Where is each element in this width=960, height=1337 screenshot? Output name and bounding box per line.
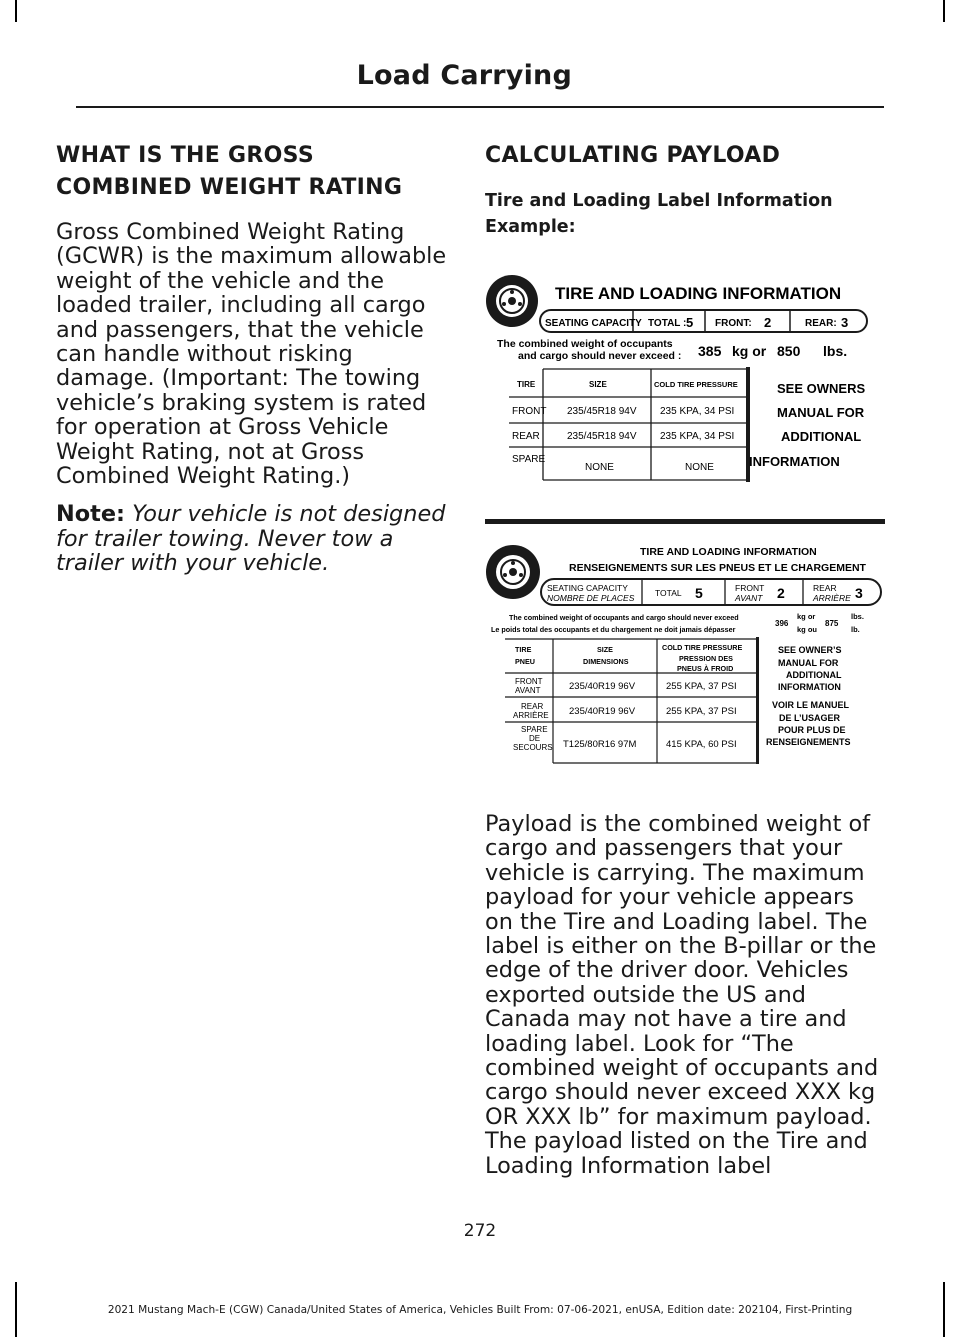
label1-rear-label: REAR: bbox=[805, 318, 837, 329]
label1-col-tire: TIRE bbox=[517, 380, 536, 389]
tire-loading-label-2-graphic bbox=[485, 535, 885, 765]
label1-see-owners-1: SEE OWNERS bbox=[777, 381, 866, 396]
label1-row-rear-size: 235/45R18 94V bbox=[567, 431, 637, 442]
label1-total-label: TOTAL : bbox=[648, 318, 687, 329]
tire-loading-label-example-1 bbox=[485, 265, 885, 487]
label2-seating-en: SEATING CAPACITY bbox=[547, 583, 628, 593]
label2-row-front-pressure: 255 KPA, 37 PSI bbox=[666, 681, 737, 692]
gcwr-heading-line1: WHAT IS THE GROSS bbox=[56, 143, 314, 168]
label1-col-pressure: COLD TIRE PRESSURE bbox=[654, 380, 738, 389]
label2-see-en-4: INFORMATION bbox=[778, 682, 841, 692]
label2-row-spare-tire-fr: SECOURS bbox=[513, 743, 553, 752]
gcwr-section bbox=[56, 140, 448, 576]
label2-rear-value: 3 bbox=[855, 585, 863, 601]
label2-lbs-unit: lbs. bbox=[851, 612, 864, 621]
label2-rear-en: REAR bbox=[813, 583, 837, 593]
label2-col-size-fr: DIMENSIONS bbox=[583, 657, 629, 666]
label1-kg-or: kg or bbox=[732, 343, 767, 359]
crop-mark-top-left bbox=[15, 0, 17, 22]
header-divider bbox=[76, 106, 884, 108]
label2-kg-or: kg or bbox=[797, 612, 816, 621]
label2-col-pressure-1: COLD TIRE PRESSURE bbox=[662, 643, 743, 652]
label2-row-front-size: 235/40R19 96V bbox=[569, 681, 636, 692]
label1-see-owners-2: MANUAL FOR bbox=[777, 405, 865, 420]
label2-seating-fr: NOMBRE DE PLACES bbox=[547, 593, 635, 603]
label2-combined-fr: Le poids total des occupants et du chargement ne doit jamais dépasser bbox=[491, 625, 736, 634]
label2-row-front-tire-en: FRONT bbox=[515, 677, 543, 686]
payload-heading: CALCULATING PAYLOAD bbox=[485, 143, 781, 168]
label1-col-size: SIZE bbox=[589, 380, 607, 389]
label2-front-fr: AVANT bbox=[735, 593, 763, 603]
label2-kg-ou: kg ou bbox=[797, 625, 817, 634]
label2-rear-fr: ARRIÈRE bbox=[813, 593, 851, 603]
label2-col-pressure-2: PRESSION DES bbox=[679, 654, 733, 663]
note-label: Note: bbox=[56, 501, 125, 528]
label2-front-en: FRONT bbox=[735, 583, 765, 593]
label1-row-front-pressure: 235 KPA, 34 PSI bbox=[660, 406, 735, 417]
label1-front-label: FRONT: bbox=[715, 318, 752, 329]
label2-row-rear-size: 235/40R19 96V bbox=[569, 706, 636, 717]
crop-mark-top-right bbox=[943, 0, 945, 22]
label2-see-en-1: SEE OWNER’S bbox=[778, 645, 842, 655]
tire-icon bbox=[486, 545, 540, 599]
label-separator bbox=[485, 519, 885, 524]
label2-row-spare-pressure: 415 KPA, 60 PSI bbox=[666, 739, 737, 750]
label2-row-front-tire-fr: AVANT bbox=[515, 686, 541, 695]
label2-see-en-2: MANUAL FOR bbox=[778, 658, 839, 668]
page-header-title: Load Carrying bbox=[356, 60, 572, 91]
label2-total-label: TOTAL bbox=[655, 588, 682, 598]
label1-title: TIRE AND LOADING INFORMATION bbox=[555, 284, 842, 303]
payload-subheading-line1: Tire and Loading Label Information bbox=[485, 191, 833, 211]
label2-see-fr-1: VOIR LE MANUEL bbox=[772, 700, 850, 710]
label1-row-front-size: 235/45R18 94V bbox=[567, 406, 637, 417]
gcwr-heading bbox=[56, 140, 448, 204]
label1-seating-capacity: SEATING CAPACITY bbox=[545, 318, 642, 329]
label1-rear-value: 3 bbox=[841, 315, 849, 330]
label2-row-spare-size: T125/80R16 97M bbox=[563, 739, 637, 750]
label2-col-size-en: SIZE bbox=[597, 645, 613, 654]
gcwr-heading-line2: COMBINED WEIGHT RATING bbox=[56, 175, 403, 200]
label2-row-rear-pressure: 255 KPA, 37 PSI bbox=[666, 706, 737, 717]
label1-combined-line2: and cargo should never exceed : bbox=[518, 350, 682, 362]
label2-title-en: TIRE AND LOADING INFORMATION bbox=[640, 546, 817, 558]
label1-row-spare-size: NONE bbox=[585, 462, 614, 473]
label2-see-en-3: ADDITIONAL bbox=[786, 670, 842, 680]
label1-row-spare-tire: SPARE bbox=[512, 454, 546, 465]
label2-front-value: 2 bbox=[777, 585, 785, 601]
gcwr-body: Gross Combined Weight Rating (GCWR) is the maximum allowable weight of the vehicle and the loaded trailer, including all cargo and passengers, that the vehicle can handle without risking damage. (Important: The towing vehicle’s braking system is rated for operation at Gross Vehicle Weight Rating, not at Gross Combined Weight Rating.) bbox=[56, 219, 447, 490]
label2-lbs-value: 875 bbox=[825, 619, 839, 628]
label1-row-front-tire: FRONT bbox=[512, 406, 547, 417]
label1-see-owners-3: ADDITIONAL bbox=[781, 429, 862, 444]
label2-combined-en: The combined weight of occupants and cargo should never exceed bbox=[509, 613, 739, 622]
label1-lbs-unit: lbs. bbox=[823, 343, 848, 359]
label1-total-value: 5 bbox=[686, 315, 694, 330]
label2-col-pressure-3: PNEUS À FROID bbox=[677, 664, 734, 673]
tire-loading-label-1-graphic bbox=[485, 265, 885, 487]
gcwr-note bbox=[56, 502, 448, 575]
label1-front-value: 2 bbox=[764, 315, 772, 330]
label2-see-fr-3: POUR PLUS DE bbox=[778, 725, 846, 735]
label2-row-rear-tire-en: REAR bbox=[521, 702, 544, 711]
label2-see-fr-4: RENSEIGNEMENTS bbox=[766, 737, 851, 747]
label2-row-spare-tire-en: SPARE bbox=[521, 725, 548, 734]
label2-lb-unit: lb. bbox=[851, 625, 860, 634]
label2-kg-value: 396 bbox=[775, 619, 789, 628]
label1-lbs-value: 850 bbox=[777, 343, 801, 359]
label1-row-spare-pressure: NONE bbox=[685, 462, 714, 473]
label2-see-fr-2: DE L’USAGER bbox=[779, 713, 841, 723]
label2-row-spare-tire-de: DE bbox=[529, 734, 541, 743]
label2-total-value: 5 bbox=[695, 585, 703, 601]
page-footer: 2021 Mustang Mach-E (CGW) Canada/United States of America, Vehicles Built From: 07-06-2021, enUSA, Edition date: 202104, First-Printing bbox=[107, 1304, 853, 1316]
payload-subheading-line2: Example: bbox=[485, 217, 576, 237]
label1-row-rear-pressure: 235 KPA, 34 PSI bbox=[660, 431, 735, 442]
tire-loading-label-example-2 bbox=[485, 535, 885, 765]
payload-section bbox=[485, 140, 885, 240]
payload-body: Payload is the combined weight of cargo and passengers that your vehicle is carrying. The maximum payload for your vehicle appears on the Tire and Loading label. The label is either on the B-pillar or the edge of the driver door. Vehicles exported outside the US and Canada may not have a tire and loading label. Look for “The combined weight of occupants and cargo should never exceed XXX kg OR XXX lb” for maximum payload. The payload listed on the Tire and Loading Information label bbox=[485, 811, 879, 1179]
label1-kg-value: 385 bbox=[698, 343, 722, 359]
label2-col-tire-fr: PNEU bbox=[515, 657, 535, 666]
tire-icon bbox=[486, 275, 538, 327]
label1-see-owners-4: INFORMATION bbox=[749, 454, 840, 469]
note-text: Your vehicle is not designed for trailer towing. Never tow a trailer with your vehicle. bbox=[56, 501, 446, 577]
page-number: 272 bbox=[463, 1221, 497, 1241]
label1-combined-line1: The combined weight of occupants bbox=[497, 338, 673, 350]
label2-row-rear-tire-fr: ARRIÈRE bbox=[513, 711, 549, 720]
payload-subheading bbox=[485, 188, 885, 240]
label2-title-fr: RENSEIGNEMENTS SUR LES PNEUS ET LE CHARGEMENT bbox=[569, 562, 866, 574]
label1-row-rear-tire: REAR bbox=[512, 431, 540, 442]
label2-col-tire-en: TIRE bbox=[515, 645, 532, 654]
